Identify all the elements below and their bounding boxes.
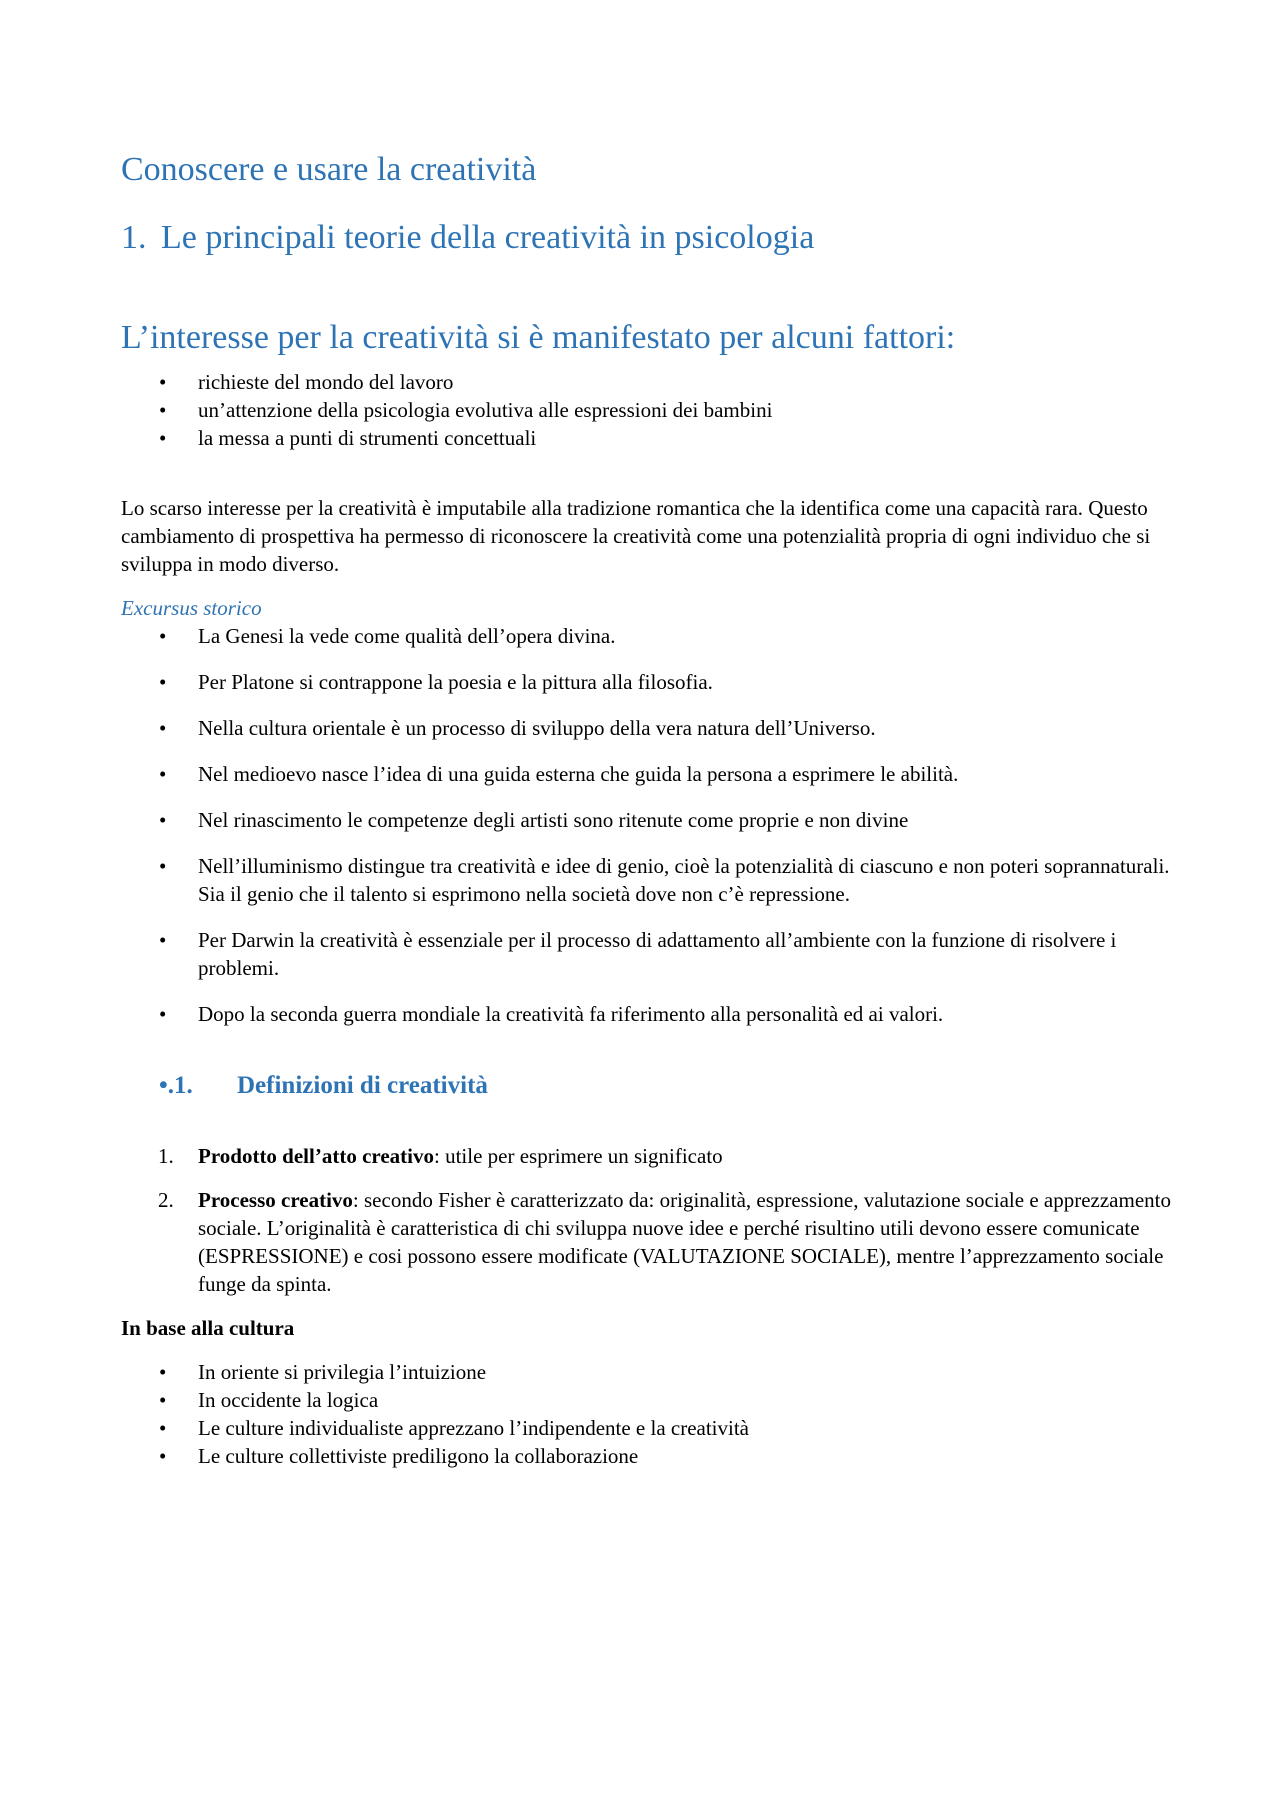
bullet-icon: •	[159, 716, 167, 740]
list-item: • In oriente si privilegia l’intuizione	[159, 1360, 487, 1384]
list-item: • la messa a punti di strumenti concettuali	[159, 426, 537, 450]
chapter-number: 1.	[121, 219, 147, 256]
bullet-icon: •	[159, 370, 167, 394]
excursus-heading: Excursus storico	[121, 596, 262, 620]
bullet-icon: •	[159, 1444, 167, 1468]
culture-list	[121, 1358, 1171, 1470]
subsection-marker: •.1.	[159, 1072, 193, 1099]
definition-text: : secondo Fisher è caratterizzato da: originalità, espressione, valutazione sociale e apprezzamento sociale. L’originalità è caratteristica di chi sviluppa nuove idee e perché risultino utili devono essere comunicate (ESPRESSIONE) e cosi possono essere modificate (VALUTAZIONE SOCIALE), mentre l’apprezzamento sociale funge da spinta.	[198, 1188, 1171, 1296]
list-item: • La Genesi la vede come qualità dell’opera divina.	[159, 624, 616, 648]
bullet-icon: •	[159, 808, 167, 832]
document-title: Conoscere e usare la creatività	[121, 151, 537, 188]
section-heading: L’interesse per la creatività si è manifestato per alcuni fattori:	[121, 319, 956, 356]
item-number: 2.	[158, 1188, 174, 1212]
bullet-icon: •	[159, 1002, 167, 1026]
bullet-icon: •	[159, 1416, 167, 1440]
bullet-icon: •	[159, 624, 167, 648]
list-item: • Per Darwin la creatività è essenziale per il processo di adattamento all’ambiente con la funzione di risolvere i problemi.	[159, 928, 1117, 980]
list-item: • richieste del mondo del lavoro	[159, 370, 454, 394]
list-item: • Nel medioevo nasce l’idea di una guida esterna che guida la persona a esprimere le abilità.	[159, 762, 959, 786]
bullet-icon: •	[159, 426, 167, 450]
bullet-icon: •	[159, 1360, 167, 1384]
definition-text: : utile per esprimere un significato	[434, 1144, 723, 1168]
list-item: • In occidente la logica	[159, 1388, 379, 1412]
subsection-title: Definizioni di creatività	[237, 1072, 488, 1099]
bullet-icon: •	[159, 854, 167, 878]
list-item: • Dopo la seconda guerra mondiale la creatività fa riferimento alla personalità ed ai valori.	[159, 1002, 944, 1026]
factors-list	[121, 368, 1171, 452]
bullet-icon: •	[159, 398, 167, 422]
list-item: • Nell’illuminismo distingue tra creatività e idee di genio, cioè la potenzialità di ciascuno e non poteri soprannaturali. Sia il genio che il talento si esprimono nella società dove non c’è repressione.	[159, 854, 1170, 906]
list-item: • Nella cultura orientale è un processo di sviluppo della vera natura dell’Universo.	[159, 716, 876, 740]
definition-term: Processo creativo	[198, 1188, 353, 1212]
list-item: • Nel rinascimento le competenze degli artisti sono ritenute come proprie e non divine	[159, 808, 909, 832]
chapter-heading	[121, 218, 1171, 258]
bullet-icon: •	[159, 1388, 167, 1412]
list-item: • un’attenzione della psicologia evolutiva alle espressioni dei bambini	[159, 398, 773, 422]
list-item: • Per Platone si contrappone la poesia e la pittura alla filosofia.	[159, 670, 713, 694]
list-item	[121, 1186, 1171, 1298]
bullet-icon: •	[159, 670, 167, 694]
item-number: 1.	[158, 1144, 174, 1168]
subsection-heading	[121, 1070, 1171, 1102]
excursus-list	[121, 622, 1171, 1028]
definitions-list	[121, 1142, 1171, 1298]
document-content	[121, 150, 1171, 1470]
list-item	[121, 1142, 1171, 1170]
bullet-icon: •	[159, 762, 167, 786]
chapter-title: Le principali teorie della creatività in psicologia	[161, 219, 815, 256]
list-item: • Le culture individualiste apprezzano l’indipendente e la creatività	[159, 1416, 750, 1440]
intro-paragraph: Lo scarso interesse per la creatività è imputabile alla tradizione romantica che la identifica come una capacità rara. Questo cambiamento di prospettiva ha permesso di riconoscere la creatività come una potenzialità propria di ogni individuo che si sviluppa in modo diverso.	[121, 496, 1151, 576]
bullet-icon: •	[159, 928, 167, 952]
list-item: • Le culture collettiviste prediligono la collaborazione	[159, 1444, 639, 1468]
definition-term: Prodotto dell’atto creativo	[198, 1144, 434, 1168]
culture-heading: In base alla cultura	[121, 1316, 295, 1340]
